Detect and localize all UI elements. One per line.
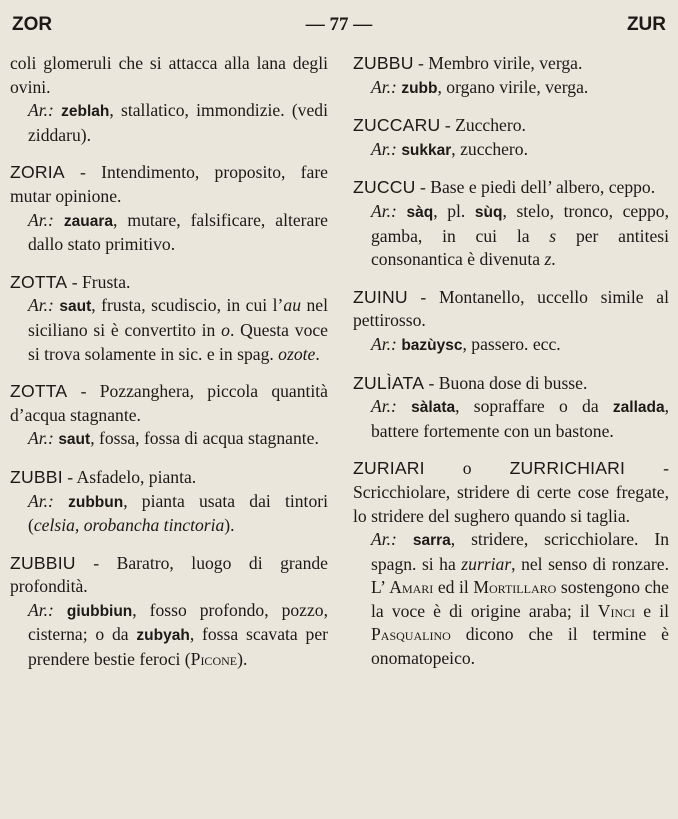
entry-etymology (10, 427, 328, 452)
etymology-text: dicono che il termine è onomatopeico. (371, 624, 669, 669)
headword: ZUBBI (10, 466, 63, 487)
entry-continuation (10, 52, 328, 147)
etymology-text: , battere fortemente con un bastone. (371, 396, 669, 441)
etymology-text: . (315, 343, 320, 364)
author-name: Pasqualino (371, 624, 451, 645)
etymology-text: . (551, 249, 556, 270)
arabic-label: Ar.: (371, 76, 397, 97)
entry-definition: - Montanello, uccello simile al pettirosso. (353, 286, 669, 331)
entry-etymology (10, 99, 328, 147)
arabic-word: bazùysc (401, 336, 463, 354)
etymology-text: , mutare, falsificare, alterare dallo stato primitivo. (28, 209, 328, 255)
entry-zuccu (353, 176, 669, 271)
arabic-word: sàlata (411, 399, 456, 417)
entry-zubbiu (10, 552, 328, 672)
etymology-text: , stallatico, immondizie. (vedi ziddaru). (28, 100, 328, 145)
etymology-text: , pl. (433, 200, 475, 221)
headword-connector: o (424, 458, 510, 479)
arabic-word: zauara (63, 212, 113, 230)
entry-definition: - Buona dose di busse. (424, 372, 588, 393)
arabic-label: Ar.: (28, 599, 54, 620)
entry-etymology (353, 76, 669, 101)
italic-term: z (544, 249, 552, 270)
etymology-text: , fossa scavata per prendere bestie feroci ( (28, 624, 328, 670)
entry-definition: coli glomeruli che si attacca alla lana degli ovini. (10, 53, 328, 97)
headword: ZUINU (353, 286, 408, 307)
etymology-text: , fossa, fossa di acqua stagnante. (90, 428, 319, 449)
entry-definition: - Intendimento, proposito, fare mutar opinione. (10, 162, 328, 206)
etymology-text: ). (224, 515, 235, 536)
headword: ZOTTA (10, 381, 68, 402)
page-header (8, 12, 670, 40)
italic-term: zurriar (461, 553, 512, 574)
headword: ZURIARI (353, 458, 425, 479)
entry-zotta-pozzanghera (10, 380, 328, 452)
etymology-text: , (74, 515, 84, 536)
arabic-word: sukkar (401, 141, 452, 159)
headword: ZULÌATA (353, 372, 425, 393)
arabic-label: Ar.: (371, 333, 397, 354)
etymology-text: . Questa voce si trova solamente in sic. e in spag. (28, 319, 328, 364)
entry-definition: - Pozzanghera, piccola quantità d’acqua stagnante. (10, 381, 328, 425)
etymology-text: , nel senso di ronzare. L’ (371, 553, 669, 598)
entry-etymology (10, 294, 328, 366)
etymology-text: e il (635, 600, 669, 621)
arabic-word: saut (58, 431, 91, 449)
header-left-guideword: ZOR (12, 14, 53, 35)
headword: ZUCCU (353, 177, 416, 198)
header-right-guideword: ZUR (626, 14, 666, 35)
entry-definition: - Asfadelo, pianta. (62, 466, 197, 487)
arabic-label: Ar.: (28, 295, 54, 316)
entry-etymology (353, 333, 669, 358)
entry-etymology (353, 395, 669, 443)
entry-etymology (353, 528, 669, 671)
entry-definition: - Scricchiolare, stridere di certe cose fregate, lo stridere del sughero quando si taglia. (353, 458, 670, 526)
etymology-text: ed il (433, 577, 474, 598)
arabic-word: sàq (406, 203, 434, 221)
entry-zubbu (353, 52, 669, 100)
headword: ZOTTA (10, 271, 68, 292)
etymology-text: ). (237, 649, 248, 670)
arabic-label: Ar.: (371, 529, 397, 550)
italic-term: o (221, 319, 230, 340)
etymology-text: , sopraffare o da (455, 396, 613, 417)
entry-etymology (10, 599, 328, 672)
entry-definition: - Frusta. (67, 271, 131, 292)
entry-zubbi (10, 466, 328, 538)
italic-term: au (283, 295, 301, 316)
author-name: Picone (190, 649, 238, 670)
entry-zuriari (353, 457, 669, 670)
arabic-word: zubyah (136, 627, 190, 645)
arabic-word: zubbun (68, 493, 124, 511)
headword: ZUCCARU (353, 115, 441, 136)
arabic-label: Ar.: (28, 209, 54, 230)
arabic-label: Ar.: (28, 100, 54, 121)
author-name: Amari (389, 577, 434, 598)
entry-definition: - Zucchero. (440, 115, 526, 136)
etymology-text: , frusta, scudiscio, in cui l’ (91, 295, 284, 316)
arabic-word: sarra (412, 532, 451, 550)
entry-definition: - Baratro, luogo di grande profondità. (10, 552, 328, 597)
italic-term: s (549, 225, 557, 246)
etymology-text: , zucchero. (451, 138, 528, 159)
arabic-label: Ar.: (371, 396, 397, 417)
entry-etymology (353, 200, 669, 272)
entry-zotta-frusta (10, 271, 328, 366)
headword: ZURRICHIARI (509, 458, 626, 479)
etymology-text: , passero. ecc. (462, 333, 561, 354)
entry-etymology (10, 209, 328, 257)
etymology-text: , fosso profondo, pozzo, cisterna; o da (28, 599, 328, 645)
entry-etymology (353, 138, 669, 163)
etymology-text: , stelo, tronco, ceppo, gamba, in cui la (371, 200, 669, 246)
right-column (353, 52, 669, 685)
etymology-text: per antitesi consonantica è divenuta (371, 225, 669, 270)
etymology-text: sostengono che la voce è di origine araba; il (371, 577, 669, 621)
entry-zuinu (353, 286, 669, 358)
author-name: Mortillaro (473, 577, 557, 598)
etymology-text: , stridere, scricchiolare. In spagn. si ha (371, 529, 669, 574)
arabic-word: sùq (474, 203, 503, 221)
italic-term: ozote (278, 343, 316, 364)
page-number: — 77 — (305, 14, 373, 35)
entry-definition: - Base e piedi dell’ albero, ceppo. (415, 177, 656, 198)
arabic-label: Ar.: (28, 428, 54, 449)
arabic-label: Ar.: (371, 200, 397, 221)
entry-zuccaru (353, 114, 669, 162)
arabic-word: saut (59, 298, 92, 316)
left-column (10, 52, 328, 686)
entry-definition: - Membro virile, verga. (413, 53, 583, 73)
arabic-label: Ar.: (371, 138, 397, 159)
etymology-text: nel siciliano si è convertito in (28, 295, 328, 340)
entry-zuliata (353, 372, 669, 444)
italic-term: orobancha tinctoria (83, 515, 225, 536)
author-name: Vinci (597, 600, 636, 621)
entry-zoria (10, 161, 328, 256)
headword: ZORIA (10, 162, 65, 183)
entry-etymology (10, 490, 328, 538)
italic-term: celsia (33, 515, 75, 536)
headword: ZUBBU (353, 53, 414, 73)
headword: ZUBBIU (10, 552, 76, 573)
arabic-label: Ar.: (28, 490, 54, 511)
arabic-word: zubb (401, 79, 438, 97)
arabic-word: giubbiun (66, 602, 133, 620)
arabic-word: zallada (612, 399, 665, 417)
etymology-text: , pianta usata dai tintori ( (28, 490, 328, 536)
arabic-word: zeblah (61, 103, 110, 121)
etymology-text: , organo virile, verga. (437, 76, 589, 97)
